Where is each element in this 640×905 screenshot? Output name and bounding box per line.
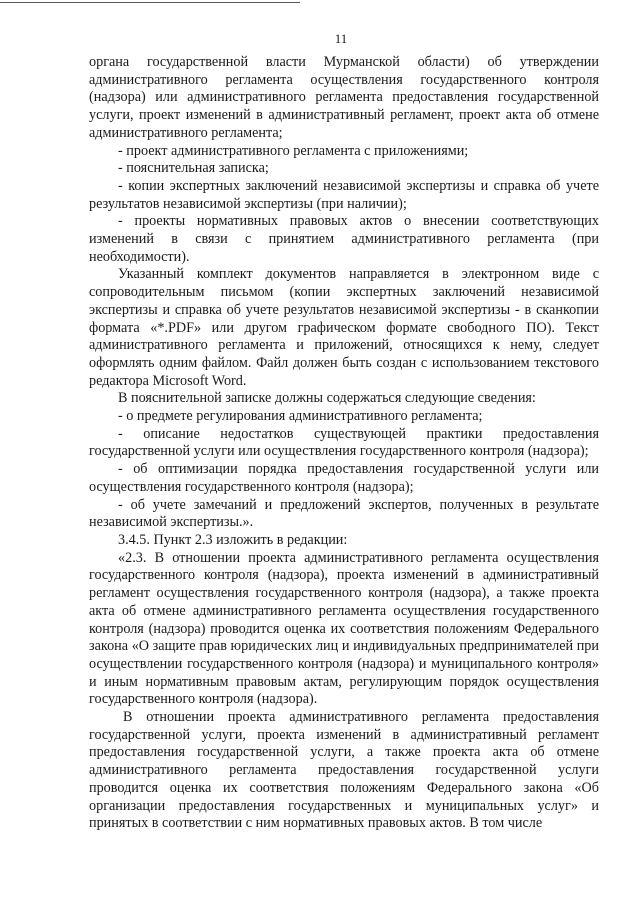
document-body — [89, 54, 599, 833]
list-item: - об учете замечаний и предложений экспертов, полученных в результате независимой экспертизы.». — [89, 496, 599, 531]
list-item: - пояснительная записка; — [118, 160, 269, 177]
top-divider — [0, 2, 300, 3]
list-item: - о предмете регулирования административного регламента; — [118, 408, 483, 425]
list-item: - описание недостатков существующей практики предоставления государственной услуги или осуществления государственного контроля (надзора); — [89, 425, 599, 460]
paragraph: В пояснительной записке должны содержаться следующие сведения: — [118, 390, 536, 407]
paragraph: В отношении проекта административного регламента предоставления государственной услуги, проекта изменений в административный регламент предоставления государственной услуги, а также проекта акта об отмене административного регламента предоставления государственной услуги проводится оценка их соответствия положениям Федерального закона «Об организации предоставления государственных и муниципальных услуг» и принятых в соответствии с ним нормативных правовых актов. В том числе — [89, 709, 599, 832]
paragraph: Указанный комплект документов направляется в электронном виде с сопроводительным письмом (копии экспертных заключений независимой экспертизы и справка об учете результатов независимой экспертизы - в сканкопии формата «*.PDF» или другом графическом формате свободного ПО). Текст административного регламента и приложений, относящихся к нему, следует оформлять одним файлом. Файл должен быть создан с использованием текстового редактора Microsoft Word. — [89, 266, 599, 389]
list-item: - проекты нормативных правовых актов о внесении соответствующих изменений в связи с принятием административного регламента (при необходимости). — [89, 213, 599, 265]
list-item: - проект административного регламента с приложениями; — [118, 142, 469, 159]
list-item: - об оптимизации порядка предоставления государственной услуги или осуществления государственного контроля (надзора); — [89, 461, 599, 495]
section-heading: 3.4.5. Пункт 2.3 изложить в редакции: — [118, 531, 348, 548]
paragraph: органа государственной власти Мурманской области) об утверждении административного регламента осуществления государственного контроля (надзора) или административного регламента предоставления государственной услуги, проект изменений в административный регламент, проект акта об отмене административного регламента; — [89, 54, 599, 141]
paragraph: «2.3. В отношении проекта административного регламента осуществления государственного контроля (надзора), проекта изменений в административный регламент осуществления государственного контроля (надзора), а также проекта акта об отмене административного регламента осуществления государственного контроля (надзора) проводится оценка их соответствия положениям Федерального закона «О защите прав юридических лиц и индивидуальных предпринимателей при осуществлении государственного контроля (надзора) и муниципального контроля» и иным нормативным правовым актам, регулирующим порядок осуществления государственного контроля (надзора). — [89, 549, 599, 708]
page-number: 11 — [334, 31, 348, 46]
list-item: - копии экспертных заключений независимой экспертизы и справка об учете результатов независимой экспертизы (при наличии); — [89, 177, 599, 212]
